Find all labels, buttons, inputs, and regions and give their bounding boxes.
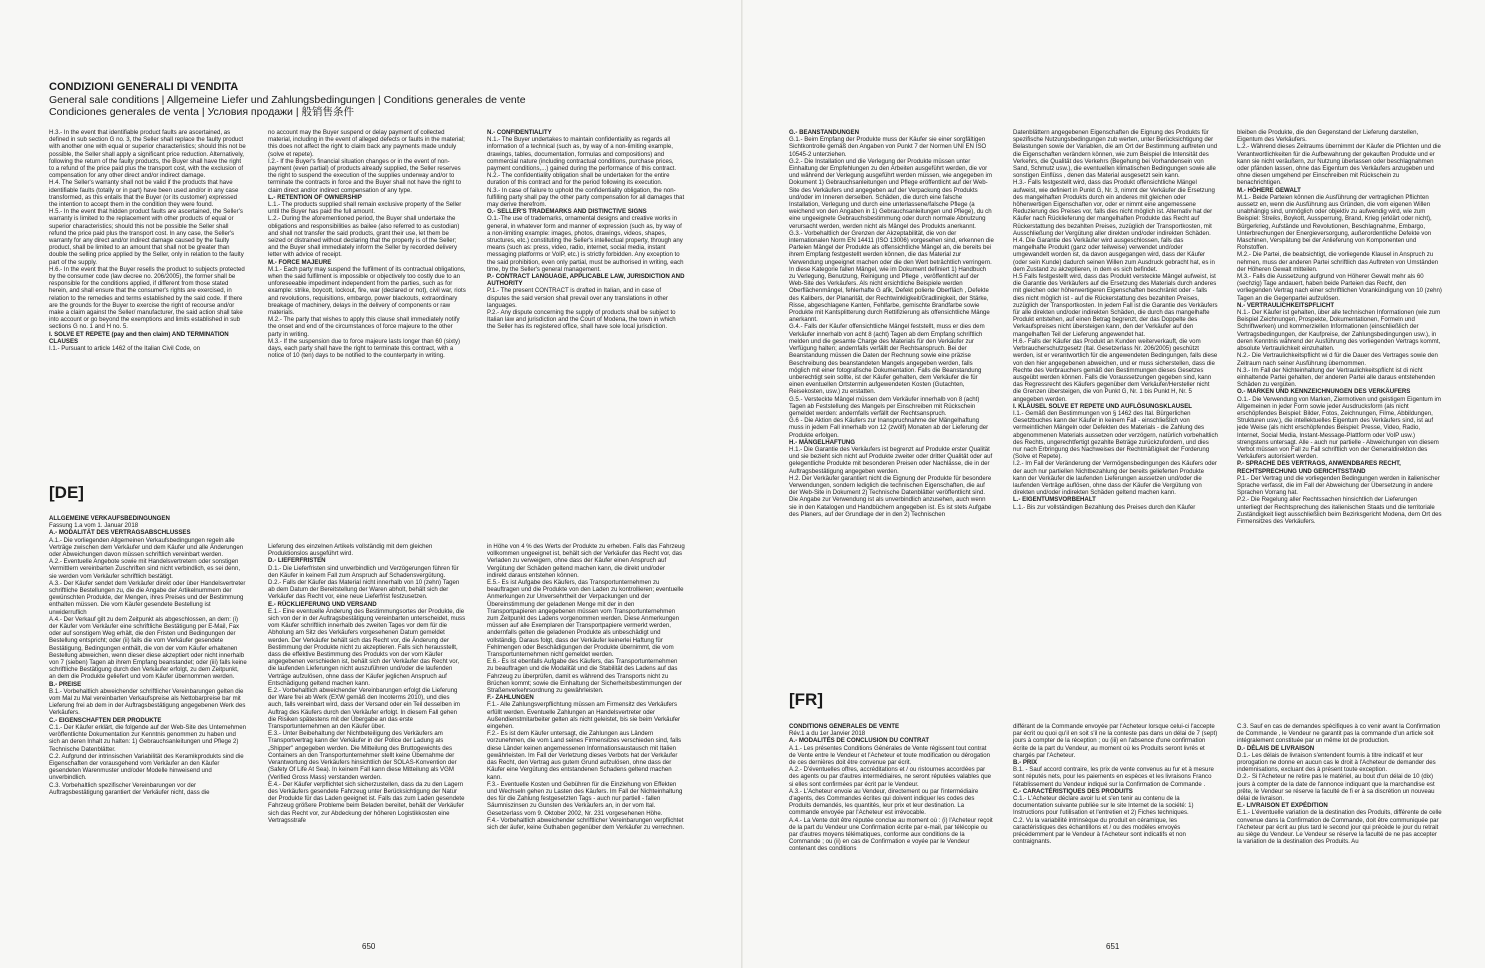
paragraph: Rév.1 a du 1er Janvier 2018 [789, 730, 866, 738]
paragraph: N.2.- Die Vertraulichkeitspflicht wi d für die Dauer des Vertrages sowie den Zeitraum nach seiner Ausführung übernommen. [1237, 352, 1438, 367]
paragraph: I.2.- Im Fall der Veränderung der Vermögensbedingungen des Käufers oder der auch nur partiellen Nichtbezahlung der bereits gelieferten Produkte kann der Verkäufer die laufenden Lieferungen aussetzen und/oder die laufenden Verträge auflösen, ohne dass der Käufer die Vergütung von direkten und/oder indirekten Schäden geltend machen kann. [1013, 460, 1217, 497]
paragraph: I.1.- Pursuant to article 1462 of the Italian Civil Code, on [49, 345, 201, 353]
section-heading: B.- PRIX [1013, 759, 1038, 767]
paragraph: A.3.- L'Acheteur envoie au Vendeur, directement ou par l'intermédiaire d'agents, des Commandes écrites qui doivent indiquer les codes des Produits demandés, les quantités, leur prix et leur destination. La commande envoyée par l'Acheteur est irrévocable. [789, 787, 979, 817]
paragraph: bleiben die Produkte, die den Gegenstand der Lieferung darstellen, Eigentum des Verkäufers. [1237, 129, 1419, 144]
paragraph: O.1.-The use of trademarks, ornamental designs and creative works in general, in whatever form and manner of expression (such as, by way of a non-limiting example: images, photos, drawings, videos, shapes, structures, etc.) constituting the Seller's intellectual property, through any means (such as: press, video, radio, internet, social media, instant messaging platforms or VoIP, etc.) is strictly forbidden. Any exception to the said prohibition, even only partial, must be authorised in writing, each time, by the Seller's general management. [487, 215, 684, 273]
paragraph: G.4.- Falls der Käufer offensichtliche Mängel feststellt, muss er dies dem Verkäufer innerhalb von acht 8 (acht) Tagen ab dem Empfang schriftlich melden und die gesamte Charge des Materials für den Verkäufer zur Verfügung halten; andernfalls verfällt der Rechtsanspruch. Bei der Beanstandung müssen die Daten der Rechnung sowie eine präzise Beschreibung des beanstandeten Mangels angegeben werden, falls möglich mit einer fotografische Dokumentation. Falls die Beanstandung unberechtigt sein sollte, ist der Käufer gehalten, dem Verkäufer die für einen eventuellen Ortstermin aufgewendeten Kosten (Gutachten, Reisekosten, usw.) zu erstatten. [789, 323, 985, 396]
section-heading: D.- LIEFERFRISTEN [268, 557, 326, 565]
paragraph: N.2.- The confidentiality obligation shall be undertaken for the entire duration of this contract and for the period following its execution. [487, 172, 670, 187]
german-column-4 [789, 129, 994, 684]
paragraph: D.2.- Si l'Acheteur ne retire pas le matériel, au bout d'un délai de 10 (dix) jours à compter de la date de l'annonce indiquant que la marchandise est prête, le Vendeur se réserve la faculté de fi er à sa discrétion un nouveau délai de livraison. [1237, 773, 1435, 803]
paragraph: F.3.- Eventuelle Kosten und Gebühren für die Einziehung von Effekten und Wechseln gehen zu Lasten des Käufers. Im Fall der Nichteinhaltung des für die Zahlung festgesetzten Tags - auch nur partiell - fallen Säumniszinsen zu Gunsten des Verkäufers an, in der vom Ital. Gesetzerlass vom 9. Oktober 2002, Nr. 231 vorgesehenen Höhe. [487, 780, 683, 817]
paragraph: M.1.- Each party may suspend the fulfilment of its contractual obligations, when the said fulfilment is impossible or objectively too costly due to an unforeseeable impediment independent from the parties, such as for example: strike, boycott, lockout, fire, war (declared or not), civil war, riots and revolutions, requisitions, embargo, power blackouts, extraordinary breakage of machinery, delays in the delivery of components or raw materials. [268, 265, 466, 317]
document-title-block [49, 81, 649, 118]
paragraph: M.3.- Falls die Aussetzung aufgrund von Höherer Gewalt mehr als 60 (sechzig) Tage andauert, haben beide Parteien das Recht, den vorliegenden Vertrag nach einer schriftlichen Vorankündigung von 10 (zehn) Tagen an die Gegenpartei aufzulösen. [1237, 273, 1442, 302]
section-heading: D.- DÉLAIS DE LIVRAISON [1237, 744, 1315, 752]
paragraph: P.1.- Der Vertrag und die vorliegenden Bedingungen werden in italienischer Sprache verfasst, die im Fall der Abweichung der Übersetzung in andere Sprachen Vorrang hat. [1237, 474, 1440, 497]
left-page [0, 0, 742, 968]
section-heading: CONDITIONS GÉNÉRALES DE VENTE [789, 723, 900, 730]
paragraph: M.1.- Beide Parteien können die Ausführung der vertraglichen Pflichten aussetz en, wenn die Ausführung aus Gründen, die vom eigenen Willen unabhängig sind, unmöglich oder objektiv zu aufwendig wird, wie zum Beispiel: Streiks, Boykott, Aussperrung, Brand, Krieg (erklärt oder nicht), Bürgerkrieg, Aufstände und Revolutionen, Beschlagnahme, Embargo, Unterbrechungen der Energieversorgung, außerordentliche Defekte von Maschinen, Verspätung bei der Anlieferung von Komponenten und Rohstoffen. [1237, 193, 1432, 252]
paragraph: A.1.- Les présentes Conditions Générales de Vente régissent tout contrat de Vente entre le Vendeur et l'Acheteur et toute modification ou dérogation de ces dernières doit être convenue par écrit. [789, 744, 991, 767]
paragraph: E.2.- Vorbehaltlich abweichender Vereinbarungen erfolgt die Lieferung der Ware frei ab Werk (EXW gemäß den Incoterms 2010), und dies auch, falls vereinbart wird, dass der Versand oder ein Teil desselben im Auftrag des Käufers durch den Verkäufer erfolgt. In diesem Fall gehen die Risiken spätestens mit der Übergabe an das erste Transportunternehmen an den Käufer über. [268, 687, 460, 731]
paragraph: P.1.- The present CONTRACT is drafted in Italian, and in case of disputes the said version shall prevail over any translations in other languages. [487, 287, 668, 309]
german-column-1 [49, 515, 247, 935]
section-heading: I. SOLVE ET REPETE (pay and then claim) AND TERMINATION CLAUSES [49, 330, 229, 345]
paragraph: in Höhe von 4 % des Werts der Produkte zu erheben. Falls das Fahrzeug vollkommen ungeeignet ist, behält sich der Verkäufer das Recht vor, das Verladen zu verweigern, ohne dass der Käufer einen Anspruch auf Vergütung der Schäden geltend machen kann, die direkt und/oder indirekt daraus entstehen können. [487, 543, 685, 579]
paragraph: G.6 - Die Aktion des Käufers zur Inanspruchnahme der Mängelhaftung muss in jedem Fall innerhalb von 12 (zwölf) Monaten ab der Lieferung der Produkte erfolgen. [789, 417, 989, 439]
document-title: CONDIZIONI GENERALI DI VENDITA [49, 81, 239, 93]
paragraph: D.1.- Les délais de livraison s'entendent fournis à titre indicatif et leur prorogation ne donne en aucun cas le droit à l'Acheteur de demander des indemnisations, excluant des à présent toute exception. [1237, 751, 1436, 774]
paragraph: P.2.- Die Regelung aller Rechtssachen hinsichtlich der Lieferungen unterliegt der Rechtsprechung des italienischen Staats und die territoriale Zuständigkeit liegt ausschließlich beim Bezirksgericht Modena, dem Ort des Firmensitzes des Verkäufers. [1237, 496, 1442, 525]
paragraph: M.2.- The party that wishes to apply this clause shall immediately notify the onset and end of the circumstances of force majeure to the other party in writing. [268, 316, 460, 338]
section-heading: P.- CONTRACT LANGUAGE, APPLICABLE LAW, JURISDICTION AND AUTHORITY [487, 273, 685, 288]
paragraph: H.6.- Falls der Käufer das Produkt an Kunden weiterverkauft, die vom Verbraucherschutzgesetz (Ital. Gesetzerlass Nr. 206/2005) geschützt werden, ist er verantwortlich für die angewendeten Bedingungen, falls diese von den hier angegebenen abweichen, und er muss sicherstellen, dass die Rechte des Verbrauchers gemäß den Bestimmungen dieses Gesetzes ausgeübt werden können. Falls die Voraussetzungen gegeben sind, kann das Regressrecht des Käufers gegenüber dem Verkäufer/Hersteller nicht die Grenzen übersteigen, die von Punkt G, Nr. 1 bis Punkt H, Nr. 5 angegeben werden. [1013, 337, 1218, 403]
english-column-1 [49, 129, 247, 469]
document-title-languages-1: General sale conditions | Allgemeine Liefer und Zahlungsbedingungen | Conditions generales de vente [49, 94, 526, 106]
paragraph: G.3.- Vorbehaltlich der Grenzen der Akzeptabilität, die von der internationalen Norm EN 14411 (ISO 13006) vorgesehen sind, erkennen die Parteien Mängel der Produkte als offensichtliche Mängel an, die bereits bei ihrem Empfang festgestellt werden können, die das Material zur Verwendung ungeeignet machen oder die den Wert beträchtlich verringern. In diese Kategorie fallen Mängel, wie im Dokument definiert 1) Handbuch zu Verlegung, Benutzung, Reinigung und Pflege , veröffentlicht auf der Web-Site des Verkäufers. Als nicht ersichtliche Beispiele werden Oberflächenmängel, fehlerhafte G afik, Defekt polierte Oberfläch , Defekte des Kalibers, der Planarität, der Rechtwinkligkeit/Gradlinigkeit, der Stärke, Risse, abgeschlagene Kanten, Fehlfarbe, gemischte Brandfarbe sowie Produkte mit Kantsplitterung durch Rettifizierung als offensichtliche Mänge anerkannt. [789, 229, 994, 324]
paragraph: H.5 Falls festgestellt wird, dass das Produkt versteckte Mängel aufweist, ist die Garantie des Verkäufers auf die Ersetzung des Materials durch anderes mit gleichen oder höherwertigeren Eigenschaften beschränkt oder - falls dies nicht möglich ist - auf die Rückerstattung des bezahlten Preises, zuzüglich der Transportkosten. In jedem Fall ist die Garantie des Verkäufers für alle direkten und/oder indirekten Schäden, die durch das mangelhafte Produkt entstehen, auf einen Betrag begrenzt, der das Doppelte des Verkaufspreises nicht übersteigen kann, den der Verkäufer auf den mangelhaften Teil der Lieferung angewendet hat. [1013, 273, 1218, 338]
document-title-languages-2: Condiciones generales de venta | Условия продажи | 般销售条件 [49, 106, 354, 118]
paragraph: E.1.- Eine eventuelle Änderung des Bestimmungsortes der Produkte, die sich von der in der Auftragsbestätigung vereinbarten unterscheidet, muss vom Käufer schriftlich innerhalb des zweiten Tages vor dem für die Abholung am Sitz des Verkäufers vorgesehenen Datum gemeldet werden. Der Verkäufer behält sich das Recht vor, die Änderung der Bestimmung der Produkte nicht zu akzeptieren. Falls sich herausstellt, dass die effektive Bestimmung des Produkts von der vom Käufer angegebenen verschieden ist, behält sich der Verkäufer das Recht vor, die laufenden Lieferungen nicht auszuführen und/oder die laufenden Verträge aufzulösen, ohne dass der Käufer jeglichen Anspruch auf Entschädigung geltend machen kann. [268, 607, 466, 687]
german-column-3 [487, 543, 685, 935]
page-number: 651 [1106, 942, 1120, 951]
paragraph: M.3.- If the suspension due to force majeure lasts longer than 60 (sixty) days, each party shall have the right to terminate this contract, with a notice of 10 (ten) days to be notified to the counterparty in writing. [268, 337, 461, 360]
section-heading: ALLGEMEINE VERKAUFSBEDINGUNGEN [49, 515, 170, 522]
german-column-6 [1237, 129, 1442, 684]
section-heading: C.- EIGENSCHAFTEN DER PRODUKTE [49, 716, 162, 724]
paragraph: C.3. Vorbehaltlich spezifischer Vereinbarungen vor der Auftragsbestätigung garantiert der Verkäufer nicht, dass die [49, 781, 210, 796]
paragraph: Datenblättern angegebenen Eigenschaften die Eignung des Produkts für spezifische Nutzungsbedingungen zub werten, unter Berücksichtigung der Belastungen sowie der Variablen, die am Ort der Bestimmung auftreten und die Eigenschaften verändern können, wie zum Beispiel die Intensität des Verkehrs, die Qualität des Verkehrs (Begehung bei Vorhandensein von Sand, Schmutz usw.), die eventuellen klimatischen Bedingungen sowie alle sonstigen Einflüss , denen das Material ausgesetzt sein kann. [1013, 129, 1218, 180]
paragraph: E.3.- Unter Beibehaltung der Nichtbeteiligung des Verkäufers am Transportvertrag kann der Verkäufer in der Police der Ladung als „Shipper" angegeben werden. Die Mitteilung des Bruttogewichts des Containers an den Transportunternehmer stellt keine Übernahme der Verantwortung des Verkäufers hinsichtlich der SOLAS-Konvention der (Safety Of Life At Sea). In keinem Fall kann diese Mitteilung als VGM (Verified Gross Mass) verstanden werden. [268, 730, 457, 781]
paragraph: F.2.- Es ist dem Käufer untersagt, die Zahlungen aus Ländern vorzunehmen, die vom Land seines Firmensitzes verschieden sind, falls diese Länder keinen angemessenen Informationsaustausch mit Italien gewährleisten. Im Fall der Verletzung dieses Verbots hat der Verkäufer das Recht, den Vertrag aus gutem Grund aufzulösen, ohne dass der Käufer eine Vergütung des entstandenen Schadens geltend machen kann. [487, 730, 682, 781]
paragraph: H.6.- In the event that the Buyer resells the product to subjects protected by the consumer code (law decree no. 206/2005), the former shall be responsible for the conditions applied, if different from those stated herein, and shall ensure that the consumer's rights are exercised, in relation to the remedies and terms established by the said code. If there are the grounds for the Buyer to exercise the right of recourse and/or make a claim against the Seller/ manufacturer, the said action shall take into account or go beyond the exemptions and limits established in sub sections G no. 1 and H no. 5. [49, 265, 245, 331]
paragraph: E.4.- Der Käufer verpflichtet sich sicherzustellen, dass da zu den Lagern des Verkäufers gesendete Fahrzeug unter Berücksichtigung der Natur der Produkte für das Laden geeignet ist. Falls das zum Laden gesendete Fahrzeug größere Probleme beim Beladen bereitet, behält der Verkäufer sich das Recht vor, zur Abdeckung der höheren Logistikkosten eine Vertragsstrafe [268, 780, 465, 824]
paragraph: D.1.- Die Lieferfristen sind unverbindlich und Verzögerungen führen für den Käufer in keinem Fall zum Anspruch auf Schadensvergütung. [268, 564, 459, 579]
section-heading: F.- ZAHLUNGEN [487, 694, 534, 702]
paragraph: M.2.- Die Partei, die beabsichtigt, die vorliegende Klausel in Anspruch zu nehmen, muss der anderen Partei schriftlich das Auftreten von Umständen der Höheren Gewalt mitteilen. [1237, 251, 1439, 273]
paragraph: B.1. - Sauf accord contraire, les prix de vente convenus au fur et à mesure sont réputés nets, pour les paiements en espèces et les livraisons Franco l'établissement du Vendeur indiqué sur la Confirmation de Commande . [1013, 766, 1214, 788]
language-tag-de: [DE] [49, 483, 84, 502]
right-page [743, 0, 1485, 968]
paragraph: L.1.- Bis zur vollständigen Bezahlung des Preises durch den Käufer [1013, 503, 1196, 511]
paragraph: H.2. Der Verkäufer garantiert nicht die Eignung der Produkte für besondere Verwendungen, sondern lediglich die technischen Eigenschaften, die auf der Web-Site in Dokument 2) Technische Datenblätter veröffentlicht sind. Die Angabe zur Verwendung ist als unverbindlich anzusehen, auch wenn sie in den Katalogen und Handbüchern angegeben ist. Es ist stets Aufgabe des Planers, auf der Grundlage der in den 2) Technischen [789, 474, 992, 518]
section-heading: H.- MÄNGELHAFTUNG [789, 438, 856, 446]
paragraph: H.3.- Falls festgestellt wird, dass das Produkt offensichtliche Mängel aufweist, wie definiert in Punkt G, Nr. 3, nimmt der Verkäufer die Ersetzung des mangelhaften Produkts durch ein anderes mit gleichen oder höherwertigen Eigenschaften vor, oder er nimmt eine angemessene Reduzierung des Preises vor, falls dies nicht möglich ist. Alternativ hat der Käufer nach Rücklieferung der mangelhaften Produkte das Recht auf Rückerstattung des bezahlten Preises, zuzüglich der Transportkosten, mit Ausschließung der Vergütung aller direkten und/oder indirekten Schäden. [1013, 179, 1215, 237]
paragraph: H.1.- Die Garantie des Verkäufers ist begrenzt auf Produkte erster Qualität und sie bezieht sich nicht auf Produkte zweiter oder dritter Qualität oder auf gelegentliche Produkte mit besonderen Preisen oder Nachlässe, die in der Auftragsbestätigung angegeben werden. [789, 445, 993, 475]
paragraph: N.1.- The Buyer undertakes to maintain confidentiality as regards all information of a technical (such as, by way of a non-limiting example, drawings, tables, documentation, formulas and compositions) and commercial nature (including contractual conditions, purchase prices, payment conditions,...) gained during the performance of this contract. [487, 136, 677, 173]
section-heading: L.- RETENTION OF OWNERSHIP [268, 193, 362, 201]
section-heading: M.- FORCE MAJEURE [268, 258, 332, 266]
paragraph: G.1.- Beim Empfang der Produkte muss der Käufer sie einer sorgfältigen Sichtkontrolle gemäß den Angaben von Punkt 7 der Normen UNI EN ISO 10545-2 unterziehen. [789, 136, 987, 158]
paragraph: L.2.- During the aforementioned period, the Buyer shall undertake the obligations and responsibilities as bailee (also referred to as custodian) and shall not transfer the said products, grant their use, let them be seized or distrained without declaring that the property is of the Seller; and the Buyer shall immediately inform the Seller by recorded delivery letter with advice of receipt. [268, 215, 460, 259]
paragraph: I.1.- Gemäß den Bestimmungen von § 1462 des Ital. Bürgerlichen Gesetzbuches kann der Käufer in keinem Fall - einschließlich von vermeintlichen Mängeln oder Defekten des Materials - die Zahlung des abgenommenen Materials aussetzen oder verzögern, natürlich vorbehaltlich des Rechts, ungerechtfertigt gezahlte Beträge zurückzufordern, und dies nur nach Erbringung des Nachweises der Rechtmäßigkeit der Forderung (Solve et Repete). [1013, 409, 1218, 461]
english-column-2 [268, 129, 466, 469]
english-column-3 [487, 129, 685, 469]
paragraph: H.5.- In the event that hidden product faults are ascertained, the Seller's warranty is limited to the replacement with other products of equal or superior characteristics; should this not be possible the Seller shall refund the price paid plus the transport cost. In any case, the Seller's warranty for any direct and/or indirect damage caused by the faulty product, shall be limited to an amount that shall not be greater than double the selling price applied by the Seller, only in relation to the faulty part of the supply. [49, 208, 244, 266]
paragraph: C.2. Vu la variabilité intrinsèque du produit en céramique, les caractéristiques des échantillons et / ou des modèles envoyés précédemment par le Vendeur à l'Acheteur sont indicatifs et non contraignants. [1013, 816, 1186, 846]
french-column-1 [789, 723, 994, 935]
section-heading: O.- SELLER'S TRADEMARKS AND DISTINCTIVE SIGNS [487, 208, 647, 216]
section-heading: N.- VERTRAULICHKEITSPFLICHT [1237, 301, 1335, 309]
paragraph: C.3. Sauf en cas de demandes spécifiques à co venir avant la Confirmation de Commande , le Vendeur ne garantit pas la commande d'un article soit intégralement constituée par un même lot de production. [1237, 723, 1441, 745]
section-heading: B.- PREISE [49, 680, 82, 688]
paragraph: différant de la Commande envoyée par l'Acheteur lorsque celui-ci l'accepte par écrit ou quoi qu'il en soit s'il ne la conteste pas dans un délai de 7 (sept) jours à compter de la réception ; ou (iii) en l'absence d'une confirmation écrite de la part du Vendeur, au moment où les Produits seront livrés et chargés par l'Acheteur. [1013, 723, 1218, 759]
paragraph: A.1.- Die vorliegenden Allgemeinen Verkaufsbedingungen regeln alle Verträge zwischen dem Verkäufer und dem Käufer und alle Änderungen oder Abweichungen davon müssen schriftlich vereinbart werden. [49, 536, 244, 559]
paragraph: no account may the Buyer suspend or delay payment of collected material, including in the event of alleged defects or faults in the material; this does not affect the right to claim back any payments made unduly (solve et repete). [268, 129, 465, 158]
section-heading: N.- CONFIDENTIALITY [487, 129, 552, 136]
paragraph: F.4.- Vorbehaltlich abweichender schriftlicher Vereinbarungen verpflichtet sich der äufer, keine Guthaben gegenüber dem Verkäufer zu verrechnen. [487, 816, 685, 831]
paragraph: H.4. Die Garantie des Verkäufer wird ausgeschlossen, falls das mangelhafte Produkt (ganz oder teilweise) verwendet und/oder umgewandelt worden ist, da davon ausgegangen wird, dass der Käufer (oder sein Kunde) dadurch seinen Willen zum Ausdruck gebracht hat, es in dem Zustand zu akzeptieren, in dem es sich befindet. [1013, 237, 1215, 273]
language-tag-fr: [FR] [789, 690, 823, 709]
paragraph: E.6.- Es ist ebenfalls Aufgabe des Käufers, das Transportunternehmen zu beauftragen und die Modalität und die Stabilität des Ladens auf das Fahrzeug zu überprüfen, damit es während des Transports nicht zu Brüchen kommt; sowie die Einhaltung der Sicherheitsbestimmungen der Straßenverkehrsordnung zu gewährleisten. [487, 658, 682, 695]
paragraph: O.1.- Die Verwendung von Marken, Ziermotiven und geistigem Eigentum im Allgemeinen in jeder Form sowie jeder Ausdrucksform (als nicht erschöpfendes Beispiel: Bilder, Fotos, Zeichnungen, Filme, Abbildungen, Strukturen usw.), die intellektuelles Eigentum des Verkäufers sind, ist auf jede Weise (als nicht erschöpfendes Beispiel: Presse, Video, Radio, Internet, Social Media, Instant-Message-Plattform oder VoIP usw.) strengstens untersagt. Alle - auch nur partielle - Abweichungen von diesem Verbot müssen von Fall zu Fall schriftlich von der Generaldirektion des Verkäufers autorisiert werden. [1237, 395, 1441, 461]
section-heading: P.- SPRACHE DES VERTRAGS, ANWENDBARES RECHT, RECHTSPRECHUNG UND GERICHTSSTAND [1237, 460, 1401, 475]
paragraph: B.1.- Vorbehaltlich abweichender schriftlicher Vereinbarungen gelten die vom Mal zu Mal vereinbarten Verkaufspreise als Nettobarpreise bar mit Lieferung frei ab dem in der Auftragsbestätigung angegebenen Werk des Verkäufers. [49, 687, 246, 717]
paragraph: F.1.- Alle Zahlungsverpflichtung müssen am Firmensitz des Verkäufers erfüllt werden. Eventuelle Zahlungen an Handelsvertreter oder Außendienstmitarbeiter gelten als nicht geleistet, bis sie beim Verkäufer eingehen. [487, 701, 681, 731]
paragraph: G.5.- Versteckte Mängel müssen dem Verkäufer innerhalb von 8 (acht) Tagen ab Feststellung des Mangels per Einschreiben mit Rückschein gemeldet werden: andernfalls verfällt der Rechtsanspruch. [789, 395, 980, 417]
paragraph: D.2.- Falls der Käufer das Material nicht innerhalb von 10 (zehn) Tagen ab dem Datum der Bereitstellung der Waren abholt, behält sich der Verkäufer das Recht vor, eine neue Lieferfrist festzusetzen. [268, 579, 460, 601]
paragraph: N.1.- Der Käufer ist gehalten, über alle technischen Informationen (wie zum Beispiel Zeichnungen, Prospekte, Dokumentationen, Formeln und Schriftwerken) und kommerziellen Informationen (einschließlich der Vertragsbedingungen, der Kaufpreise, der Zahlungsbedingungen usw.), in deren Kenntnis während der Ausführung des vorliegenden Vertrags kommt, absolute Vertraulichkeit einzuhalten. [1237, 309, 1441, 353]
section-heading: O.- MARKEN UND KENNZEICHNUNGEN DES VERKÄUFERS [1237, 388, 1411, 396]
french-column-2 [1013, 723, 1218, 935]
paragraph: A.4.- Der Verkauf gilt zu dem Zeitpunkt als abgeschlossen, an dem: (i) der Käufer vom Verkäufer eine schriftliche Bestätigung per E-Mail, Fax oder auf sonstigem Weg erhält, die den Fristen und Bedingungen der Bestellung entspricht; oder (ii) falls die vom Verkäufer gesendete Bestätigung, Bedingungen enthält, die von der vom Käufer erhaltenen Bestellung abweichen, wenn dieser diese akzeptiert oder nicht innerhalb von 7 (sieben) Tagen ab ihrem Empfang beanstandet; oder (iii) falls keine schriftliche Bestätigung durch den Verkäufer erfolgt, zu dem Zeitpunkt, an dem die Produkte geliefert und vom Käufer übernommen werden. [49, 615, 247, 681]
german-column-2 [268, 543, 466, 935]
paragraph: H.4. The Seller's warranty shall not be valid if the products that have identifiable faults (totally or in part) have been used and/or in any case transformed, as this entails that the Buyer (or its customer) expressed the intention to accept them in the condition they were found. [49, 179, 239, 209]
section-heading: E.- LIVRAISON ET EXPÉDITION [1237, 802, 1328, 810]
section-heading: E.- RÜCKLIEFERUNG UND VERSAND [268, 600, 377, 608]
paragraph: C.1.- L'Acheteur déclare avoir lu et s'en tenir au contenu de la documentation suivante publiée sur le site Internet de la société: 1) Instructions pour l'utilisation et l'entretien et 2) Fiches techniques. [1013, 795, 1194, 817]
paragraph: C.1.- Der Käufer erklärt, die folgende auf der Web-Site des Unternehmen veröffentlichte Dokumentation zur Kenntnis genommen zu haben und sich an deren Inhalt zu halten: 1) Gebrauchsanleitungen und Pflege 2) Technische Datenblätter. [49, 723, 247, 753]
paragraph: A.4.- La Vente doit être réputée conclue au moment où : (i) l'Acheteur reçoit de la part du Vendeur une Confirmation écrite par e-mail, par télécopie ou par d'autres moyens télématiques, conforme aux conditions de la Commande ; ou (ii) en cas de Confirmation e voyée par le Vendeur contenant des conditions [789, 816, 993, 853]
section-heading: L.- EIGENTUMSVORBEHALT [1013, 496, 1096, 504]
section-heading: A.- MODALITÄT DES VERTRAGSABSCHLUSSES [49, 529, 191, 537]
paragraph: E.1.- L'éventuelle variation de la destination des Produits, différente de celle convenue dans la Confirmation de Commande, doit être communiquée par l'Acheteur par écrit au plus tard le second jour qui précède le jour du retrait au siège du Vendeur. Le Vendeur se réserve la faculté de ne pas accepter la variation de la destination des Produits. Au [1237, 809, 1442, 846]
paragraph: A.2.- D'éventuelles offres, accréditations et / ou ristournes accordées par des agents ou par d'autres intermédiaires, ne seront réputées valables que si elles sont confirmées par écrit par le Vendeur. [789, 766, 992, 788]
paragraph: L.1.- The products supplied shall remain exclusive property of the Seller until the Buyer has paid the full amount. [268, 201, 462, 216]
paragraph: Lieferung des einzelnen Artikels vollständig mit dem gleichen Produktionslos ausgeführt wird. [268, 543, 433, 558]
paragraph: N.3.- In case of failure to uphold the confidentiality obligation, the non-fulfilling party shall pay the other party compensation for all damages that may derive therefrom. [487, 186, 685, 209]
paragraph: C.2. Aufgrund der intrinsischen Variabilität des Keramikprodukts sind die Eigenschaften der vorausgehend vom Verkäufer an den Käufer gesendeten Warenmuster und/oder Modelle hinweisend und unverbindlich. [49, 752, 244, 782]
section-heading: I. KLAUSEL SOLVE ET REPETE UND AUFLÖSUNGSKLAUSEL [1013, 402, 1192, 410]
paragraph: I.2.- If the Buyer's financial situation changes or in the event of non-payment (even partial) of products already supplied, the Seller reserves the right to suspend the execution of the supplies underway and/or to terminate the contracts in force and the Buyer shall not have the right to claim direct and/or indirect compensation of any type. [268, 157, 462, 194]
paragraph: A.2.- Eventuelle Angebote sowie mit Handelsvertretern oder sonstigen Vermittlern vereinbarten Zuschriften sind nicht verbindlich, es sei denn, sie werden vom Verkäufer schriftlich bestätigt. [49, 558, 241, 580]
paragraph: L.2.- Während dieses Zeitraums übernimmt der Käufer die Pflichten und die Verantwortlichkeiten für die Aufbewahrung der gekauften Produkte und er kann sie nicht veräußern, zur Nutzung überlassen oder beschlagnahmen oder pfänden lassen, ohne das Eigentum des Verkäufers anzugeben und ohne diesen umgehend per Einschreiben mit Rückschein zu benachrichtigen. [1237, 143, 1441, 187]
paragraph: P.2.- Any dispute concerning the supply of products shall be subject to Italian law and jurisdiction and the Court of Modena, the town in which the Seller has its registered office, shall have sole local jurisdiction. [487, 309, 676, 331]
paragraph: Fassung 1.a vom 1. Januar 2018 [49, 522, 139, 530]
section-heading: C.- CARACTÉRISTIQUES DES PRODUITS [1013, 787, 1133, 795]
section-heading: M.- HÖHERE GEWALT [1237, 186, 1301, 194]
paragraph: N.3.- Im Fall der Nichteinhaltung der Vertraulichkeitspflicht ist di nicht einhaltende Partei gehalten, der anderen Partei alle daraus entstehenden Schäden zu vergüten. [1237, 366, 1436, 389]
paragraph: H.3.- In the event that identifiable product faults are ascertained, as defined in sub section G no. 3, the Seller shall replace the faulty product with another one with equal or superior characteristics; should this not be possible, the Seller shall apply a significant price reduction. Alternatively, following the return of the faulty products, the Buyer shall have the right to a refund of the price paid plus the transport cost, with the exclusion of compensation for any other direct and/or indirect damage. [49, 129, 246, 180]
section-heading: A.- MODALITÉS DE CONCLUSION DU CONTRAT [789, 737, 930, 745]
german-column-5 [1013, 129, 1218, 684]
section-heading: G.- BEANSTANDUNGEN [789, 129, 859, 136]
french-column-3 [1237, 723, 1442, 935]
page-number: 650 [362, 942, 376, 951]
paragraph: E.5.- Es ist Aufgabe des Käufers, das Transportunternehmen zu beauftragen und die Produkte von den Laden zu kontrollieren; eventuelle Anmerkungen zur Unversehrtheit der Verpackungen und der Übereinstimmung der geladenen Menge mit der in den Transportpapieren angegebenen müssen vom Transportunternehmen zum Zeitpunkt des Ladens vorgenommen werden. Diese Anmerkungen müssen auf alle Exemplaren der Transportpapiere vermerkt werden, andernfalls gelten die geladenen Produkte als unbeschädigt und vollständig. Daraus folgt, dass der Verkäufer keinerlei Haftung für Fehlmengen oder Beschädigungen der Produkte übernimmt, die vom Transportunternehmen nicht gemeldet werden. [487, 579, 684, 659]
paragraph: G.2.- Die Installation und die Verlegung der Produkte müssen unter Einhaltung der Empfehlungen zu den Arbeiten ausgeführt werden, die vor und während der Verlegung ausgeführt werden müssen, wie angegeben im Dokument 1) Gebrauchsanleitungen und Pflege eröffentlicht auf der Web-Site des Verkäufers und angegeben auf der Verpackung des Produkts und/oder im Inneren derselben. Schäden, die durch eine falsche Installation, Verlegung und durch eine unterlassene/falsche Pflege (a weichend von den Angaben in 1) Gebrauchsanleitungen und Pflege), du ch eine ungeeignete Gebrauchsbestimmung oder durch normale Abnutzung verursacht werden, werden nicht als Mängel des Produkts anerkannt. [789, 157, 992, 230]
paragraph: A.3.- Der Käufer sendet dem Verkäufer direkt oder über Handelsvertreter schriftliche Bestellungen zu, die die Angabe der Artikelnummern der gewünschten Produkte, der Mengen, ihres Preises und der Bestimmung enthalten müssen. Die vom Käufer gesendete Bestellung ist unwiderruflich [49, 579, 246, 616]
